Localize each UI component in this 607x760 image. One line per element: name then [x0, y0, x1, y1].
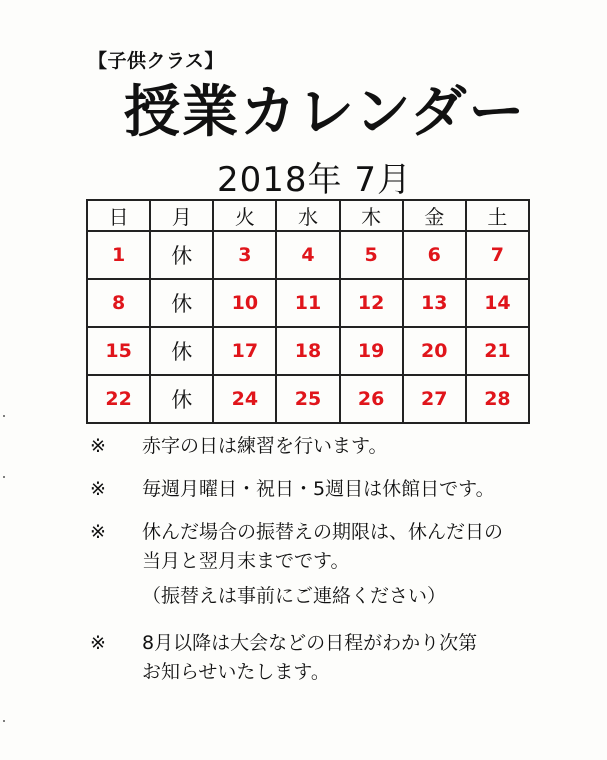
- closed-day-cell: 休: [150, 375, 213, 423]
- day-cell: 11: [276, 279, 339, 327]
- page-title: 授業カレンダー: [124, 80, 527, 145]
- scan-speck: [3, 476, 5, 478]
- note-text: 毎週月曜日・祝日・5週目は休館日です。: [142, 478, 495, 500]
- note-parenthetical: （振替えは事前にご連絡ください）: [142, 585, 447, 607]
- day-cell: 26: [340, 375, 403, 423]
- notes-section: [90, 432, 590, 701]
- day-cell: 8: [87, 279, 150, 327]
- calendar-table: [86, 199, 530, 424]
- day-cell: 13: [403, 279, 466, 327]
- weekday-header-row: [87, 200, 529, 231]
- note-line: 休んだ場合の振替えの期限は、休んだ日の: [142, 521, 504, 543]
- weekday-tue: 火: [213, 200, 276, 231]
- day-cell: 3: [213, 231, 276, 279]
- day-cell: 7: [466, 231, 529, 279]
- weekday-wed: 水: [276, 200, 339, 231]
- note-item: [90, 518, 590, 576]
- week-row: [87, 327, 529, 375]
- note-item: [90, 432, 590, 461]
- note-mark: ※: [90, 435, 106, 457]
- note-text: [142, 629, 590, 687]
- weekday-sat: 土: [466, 200, 529, 231]
- weekday-fri: 金: [403, 200, 466, 231]
- day-cell: 28: [466, 375, 529, 423]
- day-cell: 10: [213, 279, 276, 327]
- day-cell: 21: [466, 327, 529, 375]
- note-line: 当月と翌月末までです。: [142, 550, 350, 572]
- day-cell: 12: [340, 279, 403, 327]
- day-cell: 25: [276, 375, 339, 423]
- note-mark: ※: [90, 521, 106, 543]
- day-cell: 14: [466, 279, 529, 327]
- note-mark: ※: [90, 478, 106, 500]
- weekday-sun: 日: [87, 200, 150, 231]
- weekday-mon: 月: [150, 200, 213, 231]
- note-text: 赤字の日は練習を行います。: [142, 435, 388, 457]
- day-cell: 6: [403, 231, 466, 279]
- day-cell: 1: [87, 231, 150, 279]
- week-row: [87, 279, 529, 327]
- month-heading: 2018年 7月: [217, 160, 412, 200]
- closed-day-cell: 休: [150, 327, 213, 375]
- note-text: [142, 518, 590, 576]
- weekday-thu: 木: [340, 200, 403, 231]
- note-line: 8月以降は大会などの日程がわかり次第: [142, 632, 478, 654]
- note-item: [90, 475, 590, 504]
- day-cell: 19: [340, 327, 403, 375]
- day-cell: 18: [276, 327, 339, 375]
- day-cell: 5: [340, 231, 403, 279]
- note-mark: ※: [90, 632, 106, 654]
- day-cell: 4: [276, 231, 339, 279]
- scan-speck: [3, 720, 5, 722]
- scan-speck: [3, 415, 5, 417]
- week-row: [87, 231, 529, 279]
- day-cell: 27: [403, 375, 466, 423]
- day-cell: 22: [87, 375, 150, 423]
- day-cell: 15: [87, 327, 150, 375]
- note-item: [90, 629, 590, 687]
- note-line: お知らせいたします。: [142, 661, 330, 683]
- day-cell: 17: [213, 327, 276, 375]
- closed-day-cell: 休: [150, 279, 213, 327]
- closed-day-cell: 休: [150, 231, 213, 279]
- week-row: [87, 375, 529, 423]
- class-tag: 【子供クラス】: [88, 50, 224, 72]
- day-cell: 20: [403, 327, 466, 375]
- day-cell: 24: [213, 375, 276, 423]
